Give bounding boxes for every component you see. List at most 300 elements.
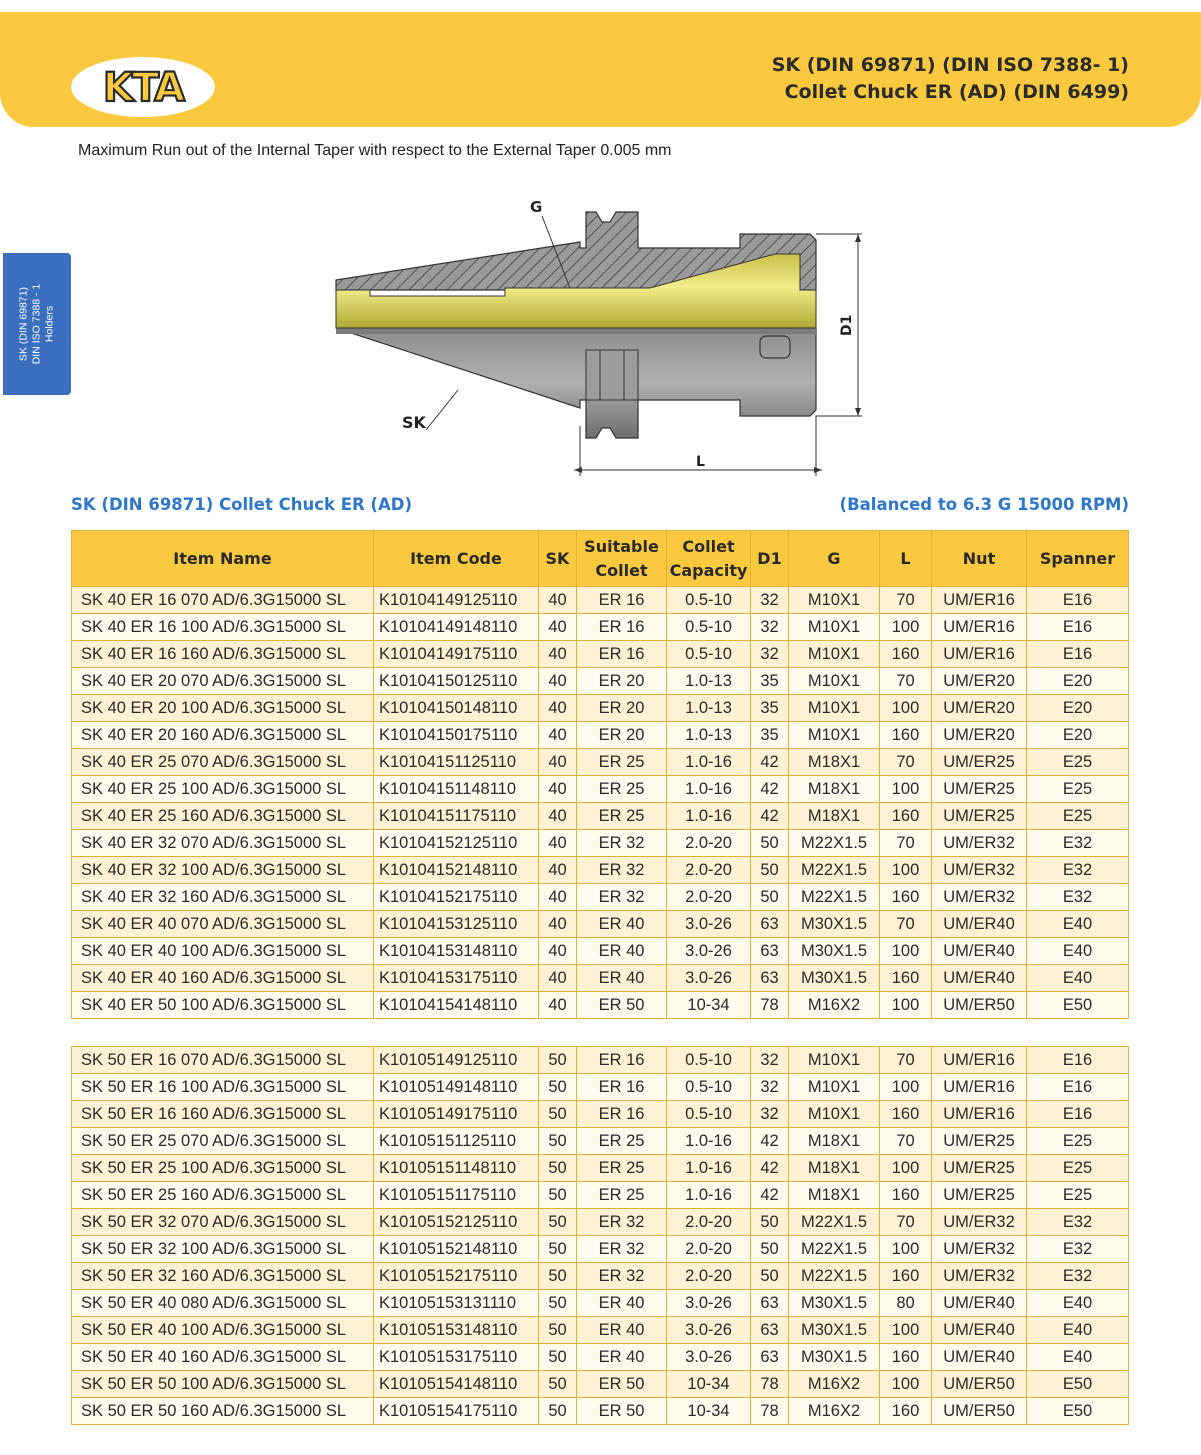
cell-item-name: SK 50 ER 25 070 AD/6.3G15000 SL — [72, 1128, 374, 1155]
cell-sk: 50 — [539, 1182, 577, 1209]
cell-item-code: K10104150148110 — [374, 695, 539, 722]
cell-item-name: SK 40 ER 16 160 AD/6.3G15000 SL — [72, 641, 374, 668]
cell-l: 160 — [880, 1344, 932, 1371]
cell-suitable-collet: ER 50 — [577, 1371, 667, 1398]
cell-item-code: K10105153131110 — [374, 1290, 539, 1317]
cell-spanner: E20 — [1027, 695, 1129, 722]
cell-item-name: SK 50 ER 32 070 AD/6.3G15000 SL — [72, 1209, 374, 1236]
cell-sk: 50 — [539, 1074, 577, 1101]
cell-spanner: E25 — [1027, 776, 1129, 803]
cell-d1: 35 — [751, 668, 789, 695]
cell-item-name: SK 40 ER 20 100 AD/6.3G15000 SL — [72, 695, 374, 722]
cell-spanner: E32 — [1027, 830, 1129, 857]
col-sk: SK — [539, 531, 577, 587]
table-row — [72, 1263, 1129, 1290]
cell-l: 70 — [880, 1209, 932, 1236]
cell-suitable-collet: ER 40 — [577, 938, 667, 965]
cell-sk: 50 — [539, 1047, 577, 1074]
cell-collet-capacity: 0.5-10 — [667, 614, 751, 641]
cell-sk: 40 — [539, 965, 577, 992]
cell-suitable-collet: ER 16 — [577, 614, 667, 641]
cell-l: 160 — [880, 1101, 932, 1128]
table-row — [72, 1101, 1129, 1128]
cell-item-name: SK 50 ER 25 100 AD/6.3G15000 SL — [72, 1155, 374, 1182]
cell-item-name: SK 50 ER 16 070 AD/6.3G15000 SL — [72, 1047, 374, 1074]
cell-spanner: E25 — [1027, 1182, 1129, 1209]
cell-sk: 50 — [539, 1344, 577, 1371]
cell-nut: UM/ER25 — [932, 1155, 1027, 1182]
cell-suitable-collet: ER 25 — [577, 776, 667, 803]
cell-item-code: K10105154175110 — [374, 1398, 539, 1425]
cell-item-code: K10105153148110 — [374, 1317, 539, 1344]
cell-collet-capacity: 1.0-16 — [667, 803, 751, 830]
cell-item-code: K10104151125110 — [374, 749, 539, 776]
col-collet-capacity — [667, 531, 751, 587]
cell-d1: 42 — [751, 803, 789, 830]
cell-g: M30X1.5 — [789, 938, 880, 965]
cell-g: M22X1.5 — [789, 1263, 880, 1290]
cell-nut: UM/ER16 — [932, 1074, 1027, 1101]
cell-l: 70 — [880, 668, 932, 695]
cell-collet-capacity: 10-34 — [667, 1398, 751, 1425]
cell-collet-capacity: 0.5-10 — [667, 1074, 751, 1101]
cell-g: M22X1.5 — [789, 1236, 880, 1263]
cell-g: M10X1 — [789, 641, 880, 668]
col-nut: Nut — [932, 531, 1027, 587]
cell-collet-capacity: 0.5-10 — [667, 587, 751, 614]
side-tab — [3, 253, 71, 395]
cell-nut: UM/ER40 — [932, 938, 1027, 965]
cell-l: 160 — [880, 1182, 932, 1209]
cell-suitable-collet: ER 20 — [577, 695, 667, 722]
cell-nut: UM/ER25 — [932, 1182, 1027, 1209]
cell-sk: 40 — [539, 587, 577, 614]
side-tab-line-1: SK (DIN 69871) — [17, 286, 30, 362]
cell-spanner: E32 — [1027, 884, 1129, 911]
page-title — [772, 52, 1129, 106]
cell-suitable-collet: ER 16 — [577, 1101, 667, 1128]
cell-sk: 40 — [539, 803, 577, 830]
cell-suitable-collet: ER 50 — [577, 992, 667, 1019]
cell-nut: UM/ER25 — [932, 776, 1027, 803]
cell-nut: UM/ER32 — [932, 1263, 1027, 1290]
cell-sk: 50 — [539, 1101, 577, 1128]
cell-collet-capacity: 2.0-20 — [667, 857, 751, 884]
col-g: G — [789, 531, 880, 587]
cell-d1: 32 — [751, 614, 789, 641]
cell-collet-capacity: 3.0-26 — [667, 1317, 751, 1344]
cell-nut: UM/ER25 — [932, 749, 1027, 776]
cell-item-name: SK 40 ER 16 070 AD/6.3G15000 SL — [72, 587, 374, 614]
cell-spanner: E40 — [1027, 911, 1129, 938]
table-row — [72, 1209, 1129, 1236]
cell-suitable-collet: ER 32 — [577, 830, 667, 857]
cell-item-code: K10105151175110 — [374, 1182, 539, 1209]
cell-g: M18X1 — [789, 1155, 880, 1182]
cell-suitable-collet: ER 40 — [577, 911, 667, 938]
cell-l: 70 — [880, 749, 932, 776]
cell-d1: 63 — [751, 965, 789, 992]
cell-collet-capacity: 1.0-16 — [667, 1155, 751, 1182]
cell-l: 70 — [880, 1047, 932, 1074]
side-tab-line-3: Holders — [43, 305, 56, 343]
cell-collet-capacity: 3.0-26 — [667, 1344, 751, 1371]
cell-sk: 40 — [539, 830, 577, 857]
cell-collet-capacity: 1.0-13 — [667, 695, 751, 722]
cell-suitable-collet: ER 32 — [577, 1263, 667, 1290]
cell-suitable-collet: ER 40 — [577, 965, 667, 992]
cell-sk: 40 — [539, 614, 577, 641]
table-body-sk40 — [72, 587, 1129, 1019]
cell-d1: 78 — [751, 992, 789, 1019]
cell-spanner: E40 — [1027, 938, 1129, 965]
cell-item-name: SK 40 ER 32 160 AD/6.3G15000 SL — [72, 884, 374, 911]
cell-item-code: K10104152175110 — [374, 884, 539, 911]
table-row — [72, 641, 1129, 668]
cell-suitable-collet: ER 25 — [577, 803, 667, 830]
cell-sk: 50 — [539, 1209, 577, 1236]
cell-sk: 40 — [539, 641, 577, 668]
cell-d1: 50 — [751, 884, 789, 911]
cell-nut: UM/ER40 — [932, 911, 1027, 938]
cell-suitable-collet: ER 25 — [577, 1155, 667, 1182]
cell-collet-capacity: 2.0-20 — [667, 1263, 751, 1290]
cell-nut: UM/ER20 — [932, 722, 1027, 749]
cell-d1: 63 — [751, 938, 789, 965]
col-l: L — [880, 531, 932, 587]
cell-sk: 50 — [539, 1236, 577, 1263]
cell-d1: 50 — [751, 857, 789, 884]
cell-d1: 32 — [751, 587, 789, 614]
cell-l: 70 — [880, 1128, 932, 1155]
cell-sk: 40 — [539, 722, 577, 749]
cell-nut: UM/ER40 — [932, 1344, 1027, 1371]
cell-spanner: E16 — [1027, 1074, 1129, 1101]
table-row — [72, 614, 1129, 641]
cell-sk: 40 — [539, 938, 577, 965]
label-l: L — [696, 454, 705, 470]
cell-item-code: K10105149148110 — [374, 1074, 539, 1101]
cell-collet-capacity: 0.5-10 — [667, 641, 751, 668]
cell-spanner: E32 — [1027, 1209, 1129, 1236]
cell-l: 100 — [880, 1074, 932, 1101]
cell-l: 160 — [880, 1263, 932, 1290]
cell-nut: UM/ER16 — [932, 1047, 1027, 1074]
cell-l: 100 — [880, 1236, 932, 1263]
col-collet-capacity-l1: Collet — [682, 536, 735, 556]
col-item-name: Item Name — [72, 531, 374, 587]
cell-suitable-collet: ER 50 — [577, 1398, 667, 1425]
cell-sk: 50 — [539, 1263, 577, 1290]
cell-spanner: E16 — [1027, 1047, 1129, 1074]
cell-d1: 78 — [751, 1371, 789, 1398]
cell-spanner: E40 — [1027, 1344, 1129, 1371]
cell-item-code: K10104149148110 — [374, 614, 539, 641]
cell-spanner: E50 — [1027, 1398, 1129, 1425]
cell-sk: 50 — [539, 1128, 577, 1155]
table-row — [72, 1398, 1129, 1425]
cell-item-code: K10104149125110 — [374, 587, 539, 614]
cell-item-name: SK 50 ER 16 160 AD/6.3G15000 SL — [72, 1101, 374, 1128]
cell-d1: 32 — [751, 641, 789, 668]
cell-l: 70 — [880, 911, 932, 938]
cell-nut: UM/ER50 — [932, 992, 1027, 1019]
cell-collet-capacity: 2.0-20 — [667, 1209, 751, 1236]
cell-item-name: SK 50 ER 32 100 AD/6.3G15000 SL — [72, 1236, 374, 1263]
cell-g: M30X1.5 — [789, 1317, 880, 1344]
cell-suitable-collet: ER 32 — [577, 1209, 667, 1236]
cell-sk: 40 — [539, 911, 577, 938]
cell-item-name: SK 40 ER 16 100 AD/6.3G15000 SL — [72, 614, 374, 641]
cell-l: 100 — [880, 1155, 932, 1182]
cell-d1: 50 — [751, 1236, 789, 1263]
cell-sk: 40 — [539, 668, 577, 695]
cell-item-code: K10104153125110 — [374, 911, 539, 938]
cell-collet-capacity: 2.0-20 — [667, 830, 751, 857]
cell-d1: 42 — [751, 1155, 789, 1182]
cell-item-name: SK 50 ER 40 100 AD/6.3G15000 SL — [72, 1317, 374, 1344]
cell-nut: UM/ER32 — [932, 1236, 1027, 1263]
cell-d1: 32 — [751, 1047, 789, 1074]
cell-spanner: E16 — [1027, 587, 1129, 614]
cell-g: M18X1 — [789, 776, 880, 803]
cell-item-name: SK 40 ER 50 100 AD/6.3G15000 SL — [72, 992, 374, 1019]
table-row — [72, 1317, 1129, 1344]
cell-g: M22X1.5 — [789, 1209, 880, 1236]
cell-spanner: E25 — [1027, 1155, 1129, 1182]
cell-collet-capacity: 10-34 — [667, 992, 751, 1019]
cell-item-code: K10104153148110 — [374, 938, 539, 965]
cell-g: M10X1 — [789, 1101, 880, 1128]
cell-collet-capacity: 3.0-26 — [667, 1290, 751, 1317]
cell-item-code: K10104152148110 — [374, 857, 539, 884]
cell-collet-capacity: 10-34 — [667, 1371, 751, 1398]
cell-collet-capacity: 1.0-13 — [667, 668, 751, 695]
cell-spanner: E32 — [1027, 1263, 1129, 1290]
cell-d1: 63 — [751, 911, 789, 938]
cell-nut: UM/ER40 — [932, 965, 1027, 992]
cell-g: M10X1 — [789, 695, 880, 722]
section-title: SK (DIN 69871) Collet Chuck ER (AD) — [71, 495, 412, 514]
cell-item-code: K10105153175110 — [374, 1344, 539, 1371]
collet-chuck-drawing — [330, 190, 870, 480]
cell-suitable-collet: ER 32 — [577, 884, 667, 911]
cell-item-name: SK 40 ER 40 160 AD/6.3G15000 SL — [72, 965, 374, 992]
cell-item-code: K10105149125110 — [374, 1047, 539, 1074]
cell-item-name: SK 40 ER 20 160 AD/6.3G15000 SL — [72, 722, 374, 749]
cell-l: 100 — [880, 1317, 932, 1344]
col-suitable-collet-l2: Collet — [595, 560, 648, 580]
cell-d1: 42 — [751, 776, 789, 803]
cell-collet-capacity: 1.0-16 — [667, 1128, 751, 1155]
cell-collet-capacity: 0.5-10 — [667, 1101, 751, 1128]
cell-nut: UM/ER32 — [932, 830, 1027, 857]
cell-item-code: K10104151148110 — [374, 776, 539, 803]
cell-nut: UM/ER16 — [932, 1101, 1027, 1128]
cell-collet-capacity: 1.0-16 — [667, 776, 751, 803]
cell-l: 160 — [880, 884, 932, 911]
cell-l: 100 — [880, 695, 932, 722]
cell-l: 160 — [880, 803, 932, 830]
cell-g: M10X1 — [789, 614, 880, 641]
cell-nut: UM/ER16 — [932, 641, 1027, 668]
cell-g: M30X1.5 — [789, 1290, 880, 1317]
cell-l: 70 — [880, 830, 932, 857]
cell-collet-capacity: 2.0-20 — [667, 884, 751, 911]
cell-item-name: SK 50 ER 50 160 AD/6.3G15000 SL — [72, 1398, 374, 1425]
table-body-sk50 — [72, 1047, 1129, 1425]
cell-nut: UM/ER50 — [932, 1398, 1027, 1425]
cell-collet-capacity: 1.0-16 — [667, 749, 751, 776]
cell-collet-capacity: 3.0-26 — [667, 965, 751, 992]
cell-d1: 32 — [751, 1074, 789, 1101]
cell-sk: 50 — [539, 1290, 577, 1317]
cell-d1: 50 — [751, 1209, 789, 1236]
cell-sk: 40 — [539, 695, 577, 722]
label-d1: D1 — [839, 314, 855, 336]
cell-spanner: E20 — [1027, 668, 1129, 695]
cell-suitable-collet: ER 25 — [577, 749, 667, 776]
cell-g: M10X1 — [789, 1074, 880, 1101]
table-row — [72, 938, 1129, 965]
cell-sk: 50 — [539, 1371, 577, 1398]
cell-sk: 50 — [539, 1155, 577, 1182]
cell-item-code: K10105152175110 — [374, 1263, 539, 1290]
label-sk: SK — [402, 413, 426, 432]
cell-l: 100 — [880, 614, 932, 641]
cell-g: M16X2 — [789, 1371, 880, 1398]
cell-g: M10X1 — [789, 587, 880, 614]
cell-suitable-collet: ER 40 — [577, 1344, 667, 1371]
cell-g: M30X1.5 — [789, 911, 880, 938]
cell-nut: UM/ER32 — [932, 1209, 1027, 1236]
cell-spanner: E32 — [1027, 857, 1129, 884]
table-row — [72, 965, 1129, 992]
cell-d1: 50 — [751, 830, 789, 857]
cell-g: M30X1.5 — [789, 1344, 880, 1371]
cell-suitable-collet: ER 20 — [577, 668, 667, 695]
cell-l: 160 — [880, 641, 932, 668]
cell-suitable-collet: ER 40 — [577, 1317, 667, 1344]
cell-item-code: K10104154148110 — [374, 992, 539, 1019]
cell-d1: 32 — [751, 1101, 789, 1128]
cell-item-code: K10104152125110 — [374, 830, 539, 857]
cell-l: 70 — [880, 587, 932, 614]
side-tab-line-2: DIN ISO 7388 - 1 — [30, 283, 43, 365]
cell-item-code: K10104150125110 — [374, 668, 539, 695]
col-suitable-collet — [577, 531, 667, 587]
table-row — [72, 1155, 1129, 1182]
table-row — [72, 803, 1129, 830]
col-suitable-collet-l1: Suitable — [584, 536, 659, 556]
col-collet-capacity-l2: Capacity — [669, 560, 748, 580]
cell-suitable-collet: ER 25 — [577, 1182, 667, 1209]
cell-suitable-collet: ER 20 — [577, 722, 667, 749]
cell-spanner: E16 — [1027, 641, 1129, 668]
runout-note: Maximum Run out of the Internal Taper with respect to the External Taper 0.005 mm — [78, 142, 672, 159]
cell-item-name: SK 50 ER 40 160 AD/6.3G15000 SL — [72, 1344, 374, 1371]
table-row — [72, 1182, 1129, 1209]
cell-nut: UM/ER32 — [932, 857, 1027, 884]
cell-item-code: K10104150175110 — [374, 722, 539, 749]
cell-spanner: E25 — [1027, 749, 1129, 776]
table-row — [72, 1236, 1129, 1263]
cell-l: 160 — [880, 1398, 932, 1425]
cell-g: M22X1.5 — [789, 884, 880, 911]
cell-item-name: SK 40 ER 32 070 AD/6.3G15000 SL — [72, 830, 374, 857]
logo-text: KTA — [102, 65, 184, 111]
cell-item-name: SK 50 ER 32 160 AD/6.3G15000 SL — [72, 1263, 374, 1290]
table-row — [72, 857, 1129, 884]
cell-item-code: K10105152125110 — [374, 1209, 539, 1236]
table-row — [72, 587, 1129, 614]
cell-item-code: K10105151148110 — [374, 1155, 539, 1182]
cell-nut: UM/ER40 — [932, 1317, 1027, 1344]
table-row — [72, 1047, 1129, 1074]
cell-spanner: E40 — [1027, 965, 1129, 992]
cell-l: 100 — [880, 776, 932, 803]
cell-g: M22X1.5 — [789, 830, 880, 857]
cell-spanner: E20 — [1027, 722, 1129, 749]
cell-sk: 40 — [539, 884, 577, 911]
col-item-code: Item Code — [374, 531, 539, 587]
cell-spanner: E16 — [1027, 1101, 1129, 1128]
cell-spanner: E40 — [1027, 1317, 1129, 1344]
cell-item-name: SK 40 ER 25 160 AD/6.3G15000 SL — [72, 803, 374, 830]
table-row — [72, 884, 1129, 911]
cell-spanner: E25 — [1027, 803, 1129, 830]
cell-item-name: SK 40 ER 20 070 AD/6.3G15000 SL — [72, 668, 374, 695]
table-row — [72, 1128, 1129, 1155]
cell-item-name: SK 50 ER 40 080 AD/6.3G15000 SL — [72, 1290, 374, 1317]
table-row — [72, 776, 1129, 803]
table-row — [72, 1290, 1129, 1317]
cell-d1: 35 — [751, 722, 789, 749]
cell-sk: 40 — [539, 776, 577, 803]
cell-item-name: SK 50 ER 25 160 AD/6.3G15000 SL — [72, 1182, 374, 1209]
cell-spanner: E50 — [1027, 992, 1129, 1019]
cell-d1: 35 — [751, 695, 789, 722]
cell-spanner: E25 — [1027, 1128, 1129, 1155]
cell-d1: 78 — [751, 1398, 789, 1425]
cell-sk: 40 — [539, 749, 577, 776]
cell-d1: 42 — [751, 1182, 789, 1209]
title-line-1: SK (DIN 69871) (DIN ISO 7388- 1) — [771, 54, 1129, 76]
table-row — [72, 911, 1129, 938]
cell-suitable-collet: ER 25 — [577, 1128, 667, 1155]
cell-item-name: SK 40 ER 40 100 AD/6.3G15000 SL — [72, 938, 374, 965]
cell-suitable-collet: ER 16 — [577, 1047, 667, 1074]
balance-note: (Balanced to 6.3 G 15000 RPM) — [839, 495, 1129, 514]
cell-d1: 42 — [751, 749, 789, 776]
cell-g: M18X1 — [789, 1182, 880, 1209]
table-row — [72, 830, 1129, 857]
table-row — [72, 1371, 1129, 1398]
cell-item-name: SK 50 ER 50 100 AD/6.3G15000 SL — [72, 1371, 374, 1398]
cell-item-name: SK 40 ER 32 100 AD/6.3G15000 SL — [72, 857, 374, 884]
cell-nut: UM/ER32 — [932, 884, 1027, 911]
cell-suitable-collet: ER 32 — [577, 857, 667, 884]
cell-nut: UM/ER20 — [932, 695, 1027, 722]
cell-nut: UM/ER50 — [932, 1371, 1027, 1398]
cell-suitable-collet: ER 40 — [577, 1290, 667, 1317]
cell-collet-capacity: 2.0-20 — [667, 1236, 751, 1263]
cell-g: M18X1 — [789, 1128, 880, 1155]
cell-l: 100 — [880, 857, 932, 884]
cell-collet-capacity: 1.0-16 — [667, 1182, 751, 1209]
cell-collet-capacity: 0.5-10 — [667, 1047, 751, 1074]
cell-suitable-collet: ER 32 — [577, 1236, 667, 1263]
